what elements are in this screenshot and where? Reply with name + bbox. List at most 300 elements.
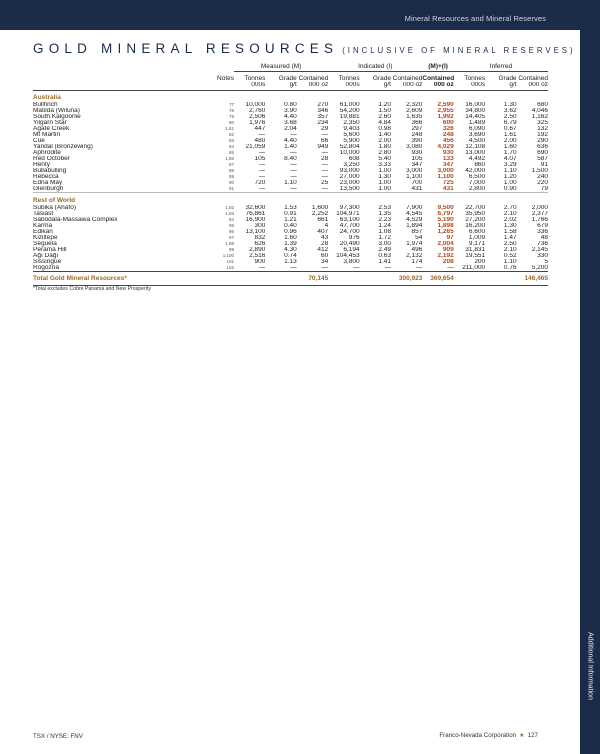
table-cell: 34,800 [465,108,486,114]
asset-name: Ağı Dağı [33,253,59,259]
table-cell: 234 [317,120,329,126]
column-unit: 000s [234,82,265,91]
note-ref: 1,100 [222,253,235,258]
table-cell: 366 [411,120,423,126]
asset-name: Rogozna [33,265,60,271]
table-cell: 3,800 [343,259,360,265]
table-cell: 66 [320,138,329,144]
table-cell: 10,000 [245,102,266,108]
asset-name: Edna May [33,180,63,186]
table-cell: 6,600 [468,229,486,235]
table-cell: 8.40 [284,156,297,162]
table-cell: 104,971 [336,211,360,217]
table-cell: 192 [537,132,548,138]
mi-contained: 5,190 [437,217,454,223]
table-cell: 3,080 [406,144,423,150]
column-header: Tonnes [244,75,266,82]
header-blank [33,82,191,91]
table-cell: 60 [320,253,329,259]
asset-name: Red October [33,156,70,162]
table-cell: 7,000 [468,180,486,186]
table-cell: 79 [540,186,548,192]
footer-company-name: Franco-Nevada Corporation [439,732,517,739]
title-sub: (INCLUSIVE OF MINERAL RESERVES) [342,46,576,55]
total-row [33,272,548,286]
note-ref: 77 [229,102,235,107]
table-cell: 0.96 [284,229,297,235]
table-cell: 248 [411,132,423,138]
table-cell: 91 [540,162,548,168]
sidebar-tab [580,0,600,754]
note-ref: 79 [229,114,235,119]
table-cell: 24,700 [339,229,360,235]
table-cell: 3,250 [343,162,360,168]
table-cell: 211,000 [462,265,486,271]
table-cell: 4.40 [284,114,297,120]
table-cell: 14,405 [465,114,486,120]
note-ref: 85 [229,150,235,155]
table-cell: 5.40 [378,156,391,162]
footer-ticker: TSX / NYSE: FNV [33,733,83,740]
table-cell: 1,976 [249,120,266,126]
note-ref: 84 [229,144,235,149]
note-ref: 97 [229,235,235,240]
note-ref: 94 [229,217,235,222]
table-cell: 3.29 [503,162,517,168]
mi-contained: 456 [442,138,454,144]
table-cell: 4.07 [503,156,517,162]
table-cell: 1.40 [378,132,391,138]
table-cell: 19,881 [339,114,360,120]
table-cell: 5,900 [343,138,360,144]
group-inferred: Inferred [454,61,548,72]
section-header [33,91,548,103]
table-cell: 1.41 [378,259,391,265]
table-cell: 20,490 [339,241,360,247]
table-cell: 4 [324,223,329,229]
table-cell: 54 [415,235,423,241]
table-cell: 0.76 [503,265,517,271]
table-cell: 2,760 [249,108,266,114]
table-cell: 105 [254,156,266,162]
footer-company [439,732,538,739]
asset-name: Bullabulling [33,168,67,174]
table-cell: 32,600 [245,205,266,211]
table-cell: 2.04 [284,126,297,132]
table-cell: 1.24 [378,223,391,229]
mi-contained: 208 [442,259,454,265]
note-ref: 78 [229,108,235,113]
footnote: *Total excludes Cobre Panamá and New Prosperity [33,286,151,292]
mi-contained: 248 [442,132,454,138]
table-cell: — [258,150,266,156]
column-unit: 000 oz [517,82,548,91]
table-cell: — [258,132,266,138]
table-cell: 0.52 [503,253,517,259]
mi-contained: 2,192 [437,253,454,259]
table-cell: 900 [254,259,266,265]
table-cell [360,272,391,286]
asset-name: Glenburgh [33,186,64,192]
table-cell: 720 [254,180,266,186]
header-bar [0,0,580,30]
table-cell: 6,194 [343,247,360,253]
table-cell: 1.60 [284,235,297,241]
note-ref: 101 [226,259,235,264]
table-cell: 4.40 [284,138,297,144]
table-cell [485,272,516,286]
table-cell: 347 [411,162,423,168]
asset-name: Aphrodite [33,150,61,156]
mi-contained: 133 [442,156,454,162]
table-cell: 2.00 [503,138,517,144]
mi-contained: 1,265 [437,229,454,235]
header-blank [33,72,191,83]
mi-contained: 97 [446,235,454,241]
table-cell: 2,377 [531,211,548,217]
table-cell: 3,000 [406,168,423,174]
table-cell: 3,690 [468,132,486,138]
table-cell: 736 [537,241,548,247]
table-cell: — [290,150,297,156]
table-cell: 13,000 [465,150,486,156]
table-cell: 1,162 [531,114,548,120]
table-cell: — [258,168,266,174]
table-cell: — [353,265,360,271]
table-cell: 1.10 [284,180,297,186]
table-cell: 4,529 [406,217,423,223]
table-cell: 1.00 [503,180,517,186]
table-cell: — [321,168,329,174]
table-cell: 1.00 [378,186,391,192]
page-number: 127 [527,732,538,739]
column-header: Contained [298,75,329,82]
table-cell: 76,861 [245,211,266,217]
note-ref: 83 [229,138,235,143]
note-ref: 80 [229,120,235,125]
mi-contained: 347 [442,162,454,168]
table-cell: 61,000 [339,102,360,108]
section-title: Rest of World [33,197,76,204]
table-cell: 132 [537,126,548,132]
column-unit: g/t [485,82,516,91]
table-cell: 2.10 [503,211,517,217]
mi-contained: 2,004 [437,241,454,247]
mi-contained: 6,797 [437,211,454,217]
table-cell: — [290,132,297,138]
table-cell: 680 [537,102,548,108]
asset-name: Tasiast [33,211,54,217]
table-cell: — [321,150,329,156]
table-cell [328,272,359,286]
total-label: Total Gold Mineral Resources* [33,272,234,286]
table-cell: 1,009 [468,235,486,241]
table-cell: 29 [320,126,329,132]
table-cell: 4,500 [468,138,486,144]
table-cell: 1.70 [503,150,517,156]
asset-name: Karma [33,223,53,229]
table-cell: 25 [320,180,329,186]
note-ref: 89 [229,174,235,179]
table-cell: 2,320 [406,102,423,108]
table-cell: — [258,265,266,271]
column-header: Grade [498,75,517,82]
table-cell: — [321,162,329,168]
table-cell: 48 [540,235,548,241]
table-cell: — [258,162,266,168]
asset-name: Mt Martin [33,132,61,138]
table-cell: 2.50 [503,114,517,120]
table-cell: 1.80 [378,144,391,150]
group-indicated: Indicated (I) [328,61,422,72]
mi-contained: 4,029 [437,144,454,150]
table-cell [454,272,485,286]
note-ref: 87 [229,162,235,167]
table-cell: 1,500 [531,168,548,174]
table-cell: 34 [320,259,329,265]
table-cell: 12,108 [465,144,486,150]
asset-name: Yandal (Bronzewing) [33,144,93,150]
asset-name: Kiziltepe [33,235,58,241]
mi-contained: 2,955 [437,108,454,114]
table-cell: 1.20 [378,102,391,108]
table-cell: 3.68 [284,120,297,126]
asset-name: Matilda (Wiluna) [33,108,80,114]
table-cell: 9,403 [343,126,360,132]
table-cell: 21,059 [245,144,266,150]
table-cell: 3.90 [284,108,297,114]
table-cell: 6,090 [468,126,486,132]
table-cell: 13,100 [245,229,266,235]
table-cell: 1.60 [503,144,517,150]
table-cell: 2.10 [503,247,517,253]
table-cell: 1,974 [406,241,423,247]
table-cell: 3.33 [378,162,391,168]
table-cell: 35,950 [465,211,486,217]
table-cell: 0.98 [378,126,391,132]
table-cell: — [258,174,266,180]
table-cell: 42,000 [465,168,486,174]
table-cell: 2.53 [378,205,391,211]
table-cell: 1,489 [468,120,486,126]
table-cell: 2.80 [378,150,391,156]
asset-name: South Kalgoorlie [33,114,81,120]
column-header: Contained [518,75,548,82]
table-cell: — [321,174,329,180]
column-header: Grade [372,75,391,82]
table-cell: 2,506 [249,114,266,120]
table-cell: 679 [537,223,548,229]
table-cell: — [290,186,297,192]
table-cell: 2,609 [406,108,423,114]
mi-contained: 930 [442,150,454,156]
note-ref: 88 [229,168,235,173]
table-cell: 97,300 [339,205,360,211]
table-cell: 431 [411,186,423,192]
asset-name: Agate Creek [33,126,70,132]
mi-contained: 3,000 [437,168,454,174]
table-cell: 6,500 [468,174,486,180]
table-cell: 608 [348,156,360,162]
sidebar-label: Additional Information [586,632,594,700]
note-ref: 102 [226,265,235,270]
column-unit: 000s [328,82,359,91]
header-blank [191,82,234,91]
table-cell: 290 [537,138,548,144]
table-cell: 2,516 [249,253,266,259]
table-cell: 390 [411,138,423,144]
table-cell: 300 [254,223,266,229]
table-cell: 63,100 [339,217,360,223]
table-cell: — [321,186,329,192]
table-cell: 43 [320,235,329,241]
column-header: Contained [392,75,423,82]
asset-name: Henty [33,162,50,168]
table-cell: 10,000 [339,150,360,156]
table-cell: 949 [317,144,329,150]
table-cell: 1.10 [503,168,517,174]
table-cell: 480 [254,138,266,144]
table-cell: 2.02 [503,217,517,223]
table-cell: 1.30 [503,223,517,229]
table-cell: 2,000 [531,205,548,211]
asset-name: Edikan [33,229,53,235]
table-cell: 1.10 [503,259,517,265]
column-header: Tonnes [464,75,486,82]
table-cell: 860 [474,162,486,168]
note-ref: 96 [229,229,235,234]
section-header [33,194,548,205]
asset-name: Subika (Ahafo) [33,205,76,211]
page-title [33,40,576,58]
table-cell: 16,000 [465,102,486,108]
mi-contained: 725 [442,180,454,186]
table-cell: 220 [537,180,548,186]
table-cell: 0.80 [284,102,297,108]
table-cell: 47,700 [339,223,360,229]
table-cell: 297 [411,126,423,132]
note-ref: 90 [229,180,235,185]
note-ref: 99 [229,247,235,252]
note-ref: 91 [229,186,235,191]
table-cell: 7,900 [406,205,423,211]
note-ref: 1,93 [225,211,235,216]
table-cell: 1.61 [503,132,517,138]
table-cell [234,272,265,286]
table-cell: 407 [317,229,329,235]
table-cell: 2.49 [378,247,391,253]
table-cell: 4.30 [284,247,297,253]
total-measured: 70,145 [297,272,328,286]
total-indicated: 300,923 [391,272,422,286]
table-cell: 1.39 [284,241,297,247]
table-cell: 1.13 [284,259,297,265]
table-cell: 27,000 [339,174,360,180]
table-cell: 2,145 [531,247,548,253]
asset-name: Sabodala-Massawa Complex [33,217,118,223]
table-cell: 4,545 [406,211,423,217]
asset-name: Cue [33,138,45,144]
table-cell: 52,804 [339,144,360,150]
table-cell: 9,171 [468,241,486,247]
table-cell: 330 [537,253,548,259]
table-cell: 832 [254,235,266,241]
table-cell: 270 [317,102,329,108]
table-cell: 0.40 [284,223,297,229]
table-cell: 700 [411,180,423,186]
table-cell: 3.62 [503,108,517,114]
table-cell: 200 [474,259,486,265]
column-unit: 000s [454,82,485,91]
total-mi: 369,654 [422,272,453,286]
column-header: Contained [422,75,454,82]
title-main: GOLD MINERAL RESOURCES [33,41,339,56]
table-cell: 325 [537,120,548,126]
mi-contained: — [447,265,454,271]
table-cell: 1,894 [406,223,423,229]
table-cell: 4.84 [378,120,391,126]
table-cell: 93,000 [339,168,360,174]
column-header: Tonnes [338,75,360,82]
note-ref: 1,86 [225,156,235,161]
note-ref: 95 [229,223,235,228]
table-cell: 1,635 [406,114,423,120]
mi-contained: 1,898 [437,223,454,229]
column-unit: 000 oz [297,82,328,91]
table-cell: — [384,265,391,271]
table-cell: 5,600 [343,132,360,138]
table-cell: 1.53 [284,205,297,211]
table-cell: 1.08 [378,229,391,235]
table-cell: 930 [411,150,423,156]
table-cell: 104,453 [336,253,360,259]
table-cell: 5 [544,259,548,265]
asset-name: Séguéla [33,241,57,247]
mi-contained: 9,500 [437,205,454,211]
asset-name: Rebecca [33,174,59,180]
table-cell: 1.58 [503,229,517,235]
table-cell: 3.00 [378,241,391,247]
asset-name: Yilgarn Star [33,120,67,126]
table-cell: 27,200 [465,217,486,223]
table-cell: 0.63 [378,253,391,259]
table-cell: 4,046 [531,108,548,114]
table-cell: 2.23 [378,217,391,223]
column-unit: 000 oz [391,82,422,91]
table-cell: 240 [537,174,548,180]
table-cell: 1.47 [503,235,517,241]
mi-contained: 600 [442,120,454,126]
table-cell: 1.50 [378,108,391,114]
table-cell: 28 [320,156,329,162]
table-cell: 1.00 [378,168,391,174]
table-cell: 0.67 [503,126,517,132]
table-cell: 1,766 [531,217,548,223]
table-cell: 5,200 [531,265,548,271]
resources-table [33,61,548,286]
table-cell: 1.21 [284,217,297,223]
column-unit: g/t [265,82,296,91]
section-title: Mineral Resources and Mineral Reserves [404,14,546,23]
table-cell: 626 [254,241,266,247]
table-cell: 857 [411,229,423,235]
table-cell: 1.30 [378,174,391,180]
table-cell: — [258,186,266,192]
table-cell: 54,200 [339,108,360,114]
table-cell: 1.40 [284,144,297,150]
table-cell: 4,492 [468,156,486,162]
column-unit: g/t [360,82,391,91]
